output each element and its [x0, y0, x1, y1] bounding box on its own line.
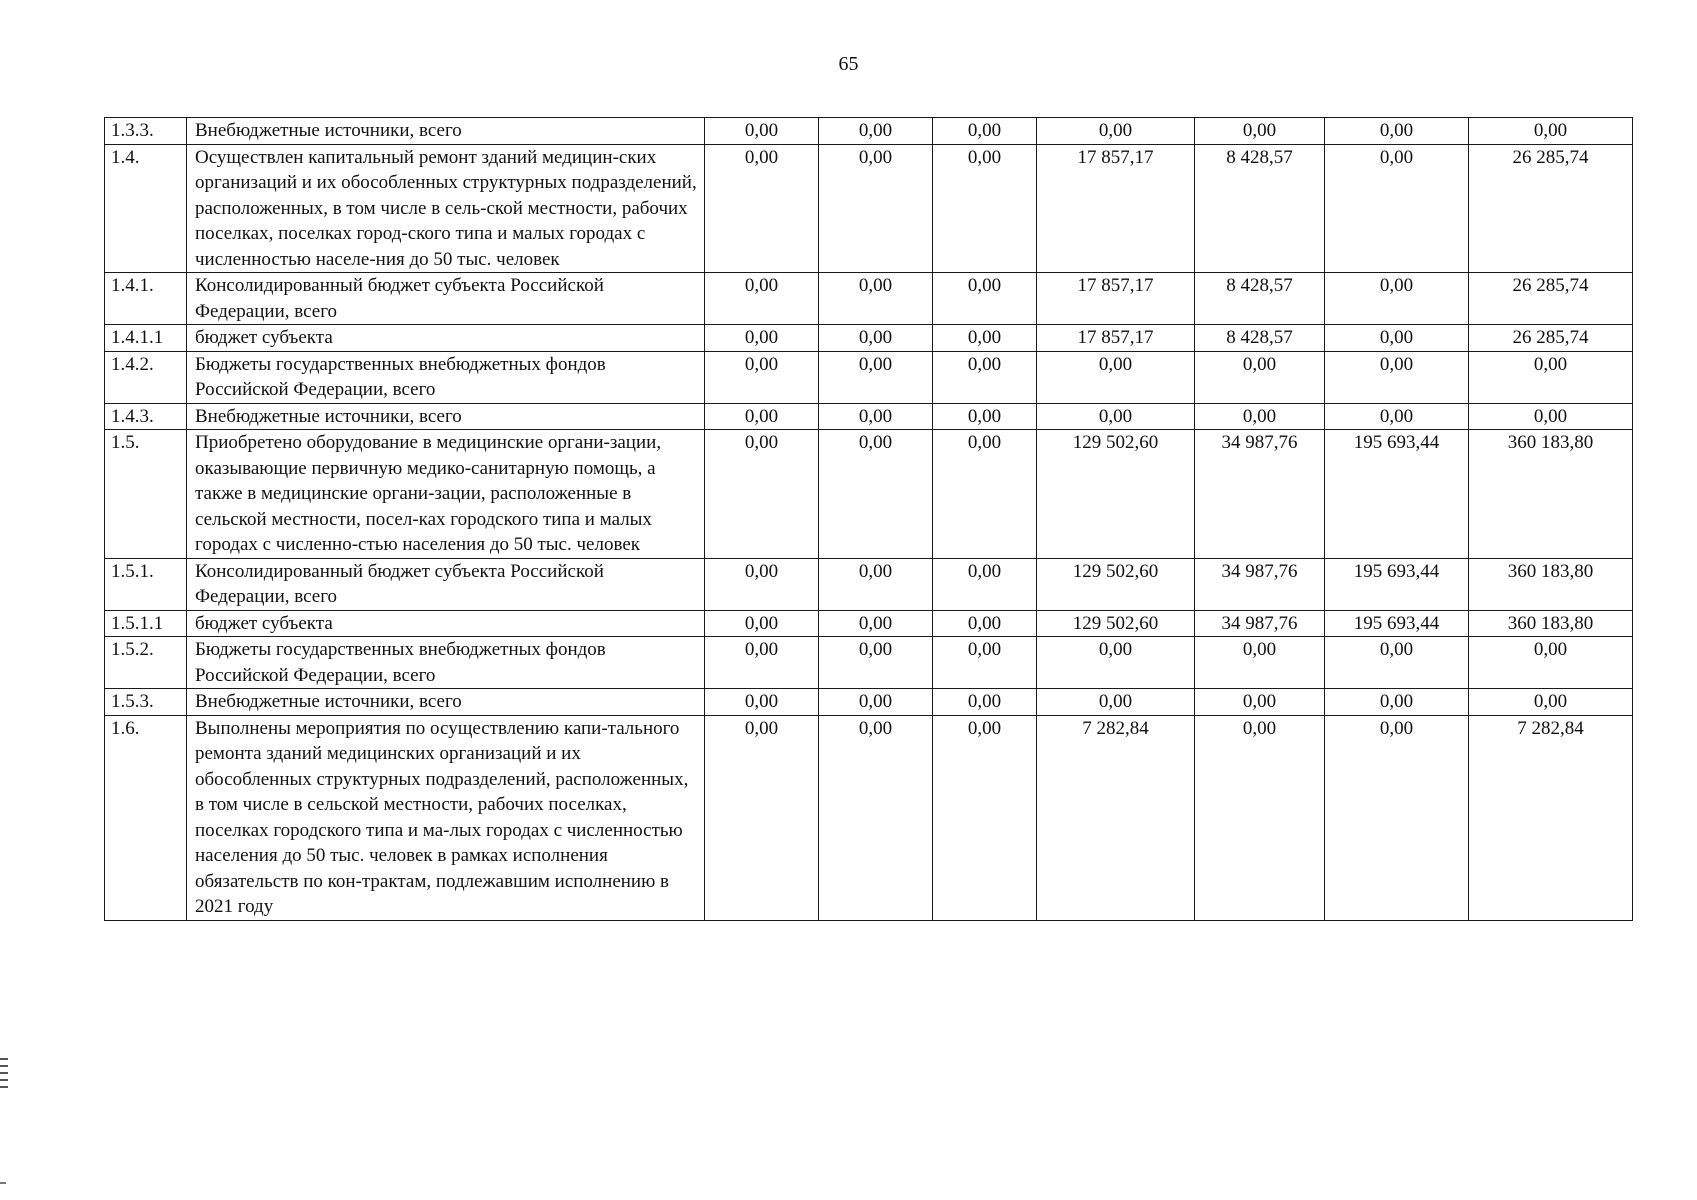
total-cell: 360 183,80	[1469, 610, 1633, 637]
value-cell: 17 857,17	[1037, 325, 1195, 352]
value-cell: 0,00	[819, 610, 933, 637]
value-cell: 0,00	[1325, 637, 1469, 689]
value-cell: 0,00	[1325, 144, 1469, 273]
table-row	[105, 715, 1633, 920]
total-cell: 360 183,80	[1469, 558, 1633, 610]
value-cell: 0,00	[1325, 715, 1469, 920]
value-cell: 0,00	[1195, 118, 1325, 145]
value-cell: 0,00	[819, 637, 933, 689]
row-description: Консолидированный бюджет субъекта Российской Федерации, всего	[187, 558, 705, 610]
table-row	[105, 637, 1633, 689]
value-cell: 129 502,60	[1037, 430, 1195, 559]
total-cell: 0,00	[1469, 637, 1633, 689]
value-cell: 0,00	[933, 637, 1037, 689]
value-cell: 0,00	[819, 144, 933, 273]
value-cell: 0,00	[1195, 351, 1325, 403]
value-cell: 0,00	[705, 689, 819, 716]
row-description: Внебюджетные источники, всего	[187, 403, 705, 430]
value-cell: 0,00	[933, 430, 1037, 559]
table-row	[105, 610, 1633, 637]
value-cell: 0,00	[705, 351, 819, 403]
row-description: Бюджеты государственных внебюджетных фондов Российской Федерации, всего	[187, 351, 705, 403]
value-cell: 129 502,60	[1037, 558, 1195, 610]
value-cell: 7 282,84	[1037, 715, 1195, 920]
value-cell: 0,00	[1037, 689, 1195, 716]
total-cell: 26 285,74	[1469, 325, 1633, 352]
table-row	[105, 403, 1633, 430]
value-cell: 0,00	[819, 689, 933, 716]
value-cell: 0,00	[1195, 715, 1325, 920]
total-cell: 0,00	[1469, 351, 1633, 403]
value-cell: 34 987,76	[1195, 558, 1325, 610]
value-cell: 0,00	[1325, 325, 1469, 352]
scan-mark	[0, 1058, 8, 1060]
value-cell: 0,00	[819, 558, 933, 610]
value-cell: 0,00	[1325, 273, 1469, 325]
value-cell: 0,00	[1037, 637, 1195, 689]
row-description: бюджет субъекта	[187, 325, 705, 352]
row-code: 1.4.	[105, 144, 187, 273]
value-cell: 195 693,44	[1325, 558, 1469, 610]
total-cell: 360 183,80	[1469, 430, 1633, 559]
row-description: бюджет субъекта	[187, 610, 705, 637]
value-cell: 0,00	[819, 351, 933, 403]
row-code: 1.3.3.	[105, 118, 187, 145]
total-cell: 26 285,74	[1469, 144, 1633, 273]
value-cell: 17 857,17	[1037, 273, 1195, 325]
value-cell: 0,00	[819, 430, 933, 559]
scan-mark	[0, 1079, 8, 1081]
value-cell: 0,00	[1195, 689, 1325, 716]
row-description: Осуществлен капитальный ремонт зданий медицин-ских организаций и их обособленных структурных подразделений, расположенных, в том числе в сель-ской местности, рабочих поселках, поселках город-ского типа и малых городах с численностью населе-ния до 50 тыс. человек	[187, 144, 705, 273]
row-description: Приобретено оборудование в медицинские органи-зации, оказывающие первичную медико-санитарную помощь, а также в медицинские органи-зации, расположенные в сельской местности, посел-ках городского типа и малых городах с численно-стью населения до 50 тыс. человек	[187, 430, 705, 559]
value-cell: 0,00	[705, 144, 819, 273]
total-cell: 26 285,74	[1469, 273, 1633, 325]
value-cell: 0,00	[705, 273, 819, 325]
row-description: Консолидированный бюджет субъекта Российской Федерации, всего	[187, 273, 705, 325]
value-cell: 34 987,76	[1195, 430, 1325, 559]
row-description: Внебюджетные источники, всего	[187, 118, 705, 145]
scan-mark	[0, 1065, 8, 1067]
value-cell: 0,00	[933, 715, 1037, 920]
row-code: 1.4.3.	[105, 403, 187, 430]
scan-mark	[0, 1086, 8, 1088]
value-cell: 0,00	[819, 403, 933, 430]
value-cell: 0,00	[933, 558, 1037, 610]
value-cell: 0,00	[705, 325, 819, 352]
row-code: 1.5.	[105, 430, 187, 559]
value-cell: 0,00	[933, 403, 1037, 430]
scan-mark	[0, 1072, 8, 1074]
value-cell: 129 502,60	[1037, 610, 1195, 637]
value-cell: 0,00	[1037, 351, 1195, 403]
value-cell: 0,00	[819, 273, 933, 325]
value-cell: 0,00	[819, 325, 933, 352]
value-cell: 0,00	[933, 118, 1037, 145]
page-number: 65	[838, 53, 859, 75]
row-code: 1.5.1.1	[105, 610, 187, 637]
value-cell: 0,00	[933, 689, 1037, 716]
value-cell: 0,00	[1195, 637, 1325, 689]
table-row	[105, 118, 1633, 145]
value-cell: 0,00	[933, 144, 1037, 273]
table-row	[105, 273, 1633, 325]
value-cell: 0,00	[705, 403, 819, 430]
row-code: 1.5.3.	[105, 689, 187, 716]
row-code: 1.4.1.	[105, 273, 187, 325]
value-cell: 0,00	[933, 325, 1037, 352]
value-cell: 0,00	[1325, 403, 1469, 430]
row-description: Бюджеты государственных внебюджетных фондов Российской Федерации, всего	[187, 637, 705, 689]
value-cell: 34 987,76	[1195, 610, 1325, 637]
value-cell: 0,00	[933, 273, 1037, 325]
row-description: Внебюджетные источники, всего	[187, 689, 705, 716]
value-cell: 0,00	[705, 610, 819, 637]
row-code: 1.4.1.1	[105, 325, 187, 352]
row-description: Выполнены мероприятия по осуществлению капи-тального ремонта зданий медицинских организаций и их обособленных структурных подразделений, расположенных, в том числе в сельской местности, рабочих поселках, поселках городского типа и ма-лых городах с численностью населения до 50 тыс. человек в рамках исполнения обязательств по кон-трактам, подлежавшим исполнению в 2021 году	[187, 715, 705, 920]
value-cell: 0,00	[1037, 403, 1195, 430]
scan-margin-dash	[0, 1182, 6, 1184]
row-code: 1.4.2.	[105, 351, 187, 403]
total-cell: 7 282,84	[1469, 715, 1633, 920]
value-cell: 0,00	[705, 558, 819, 610]
table-row	[105, 430, 1633, 559]
value-cell: 0,00	[933, 610, 1037, 637]
scan-margin-marks	[0, 1058, 8, 1093]
value-cell: 0,00	[819, 118, 933, 145]
value-cell: 195 693,44	[1325, 610, 1469, 637]
value-cell: 0,00	[1195, 403, 1325, 430]
financing-table	[104, 117, 1633, 921]
table-row	[105, 325, 1633, 352]
table-row	[105, 558, 1633, 610]
value-cell: 17 857,17	[1037, 144, 1195, 273]
table-row	[105, 144, 1633, 273]
value-cell: 0,00	[819, 715, 933, 920]
table-body	[105, 118, 1633, 921]
value-cell: 0,00	[1037, 118, 1195, 145]
value-cell: 0,00	[1325, 118, 1469, 145]
row-code: 1.5.2.	[105, 637, 187, 689]
value-cell: 8 428,57	[1195, 144, 1325, 273]
table-row	[105, 689, 1633, 716]
value-cell: 195 693,44	[1325, 430, 1469, 559]
value-cell: 0,00	[705, 118, 819, 145]
value-cell: 0,00	[705, 637, 819, 689]
value-cell: 0,00	[705, 715, 819, 920]
row-code: 1.5.1.	[105, 558, 187, 610]
row-code: 1.6.	[105, 715, 187, 920]
value-cell: 0,00	[1325, 689, 1469, 716]
total-cell: 0,00	[1469, 689, 1633, 716]
value-cell: 0,00	[705, 430, 819, 559]
value-cell: 8 428,57	[1195, 273, 1325, 325]
table-row	[105, 351, 1633, 403]
total-cell: 0,00	[1469, 118, 1633, 145]
value-cell: 0,00	[1325, 351, 1469, 403]
total-cell: 0,00	[1469, 403, 1633, 430]
value-cell: 0,00	[933, 351, 1037, 403]
value-cell: 8 428,57	[1195, 325, 1325, 352]
